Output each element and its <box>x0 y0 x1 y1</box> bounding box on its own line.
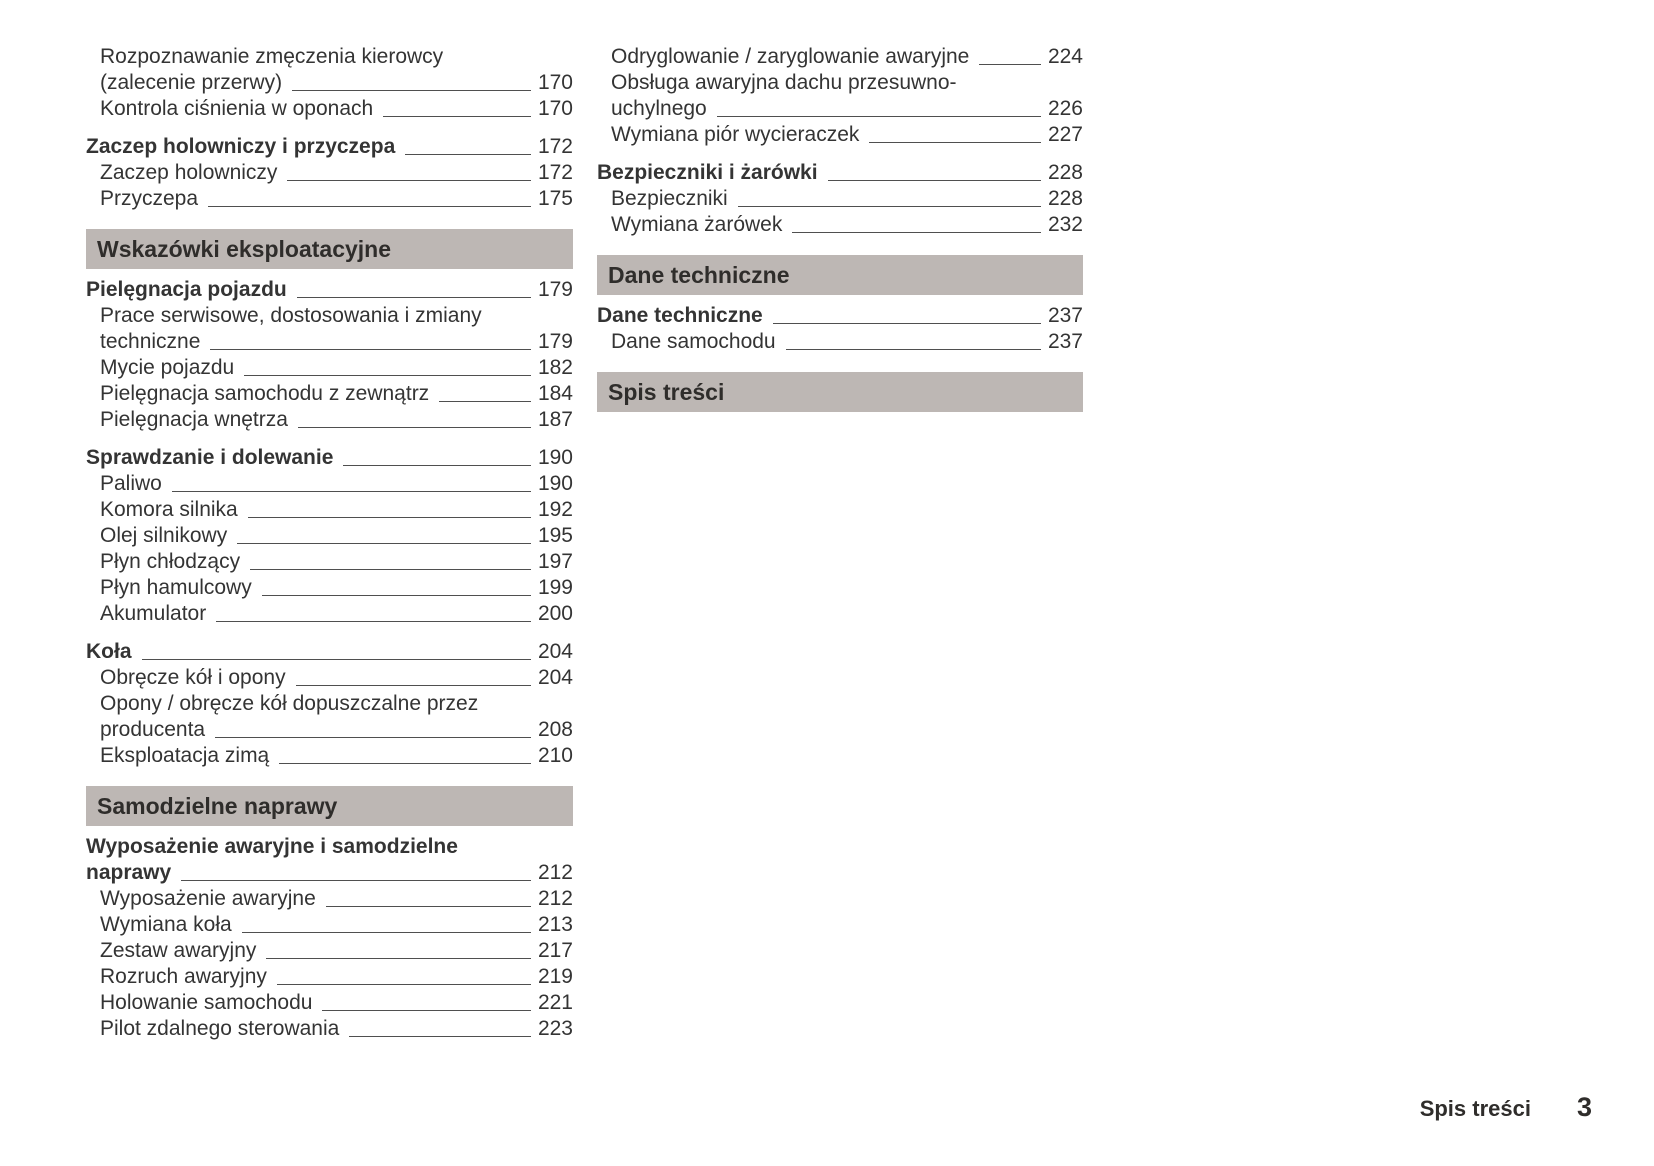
toc-entry-title: producenta <box>100 718 206 741</box>
toc-entry-title: Pielęgnacja pojazdu <box>86 278 287 301</box>
toc-entry-page-number: 195 <box>537 524 573 547</box>
leader-line <box>869 122 1041 143</box>
toc-entry-row <box>100 743 573 769</box>
toc-entry <box>597 44 1083 70</box>
toc-entry-title: Eksploatacja zimą <box>100 744 270 767</box>
toc-entry-row <box>100 549 573 575</box>
toc-entry-page-number: 190 <box>537 472 573 495</box>
toc-entry <box>86 938 573 964</box>
toc-entry-row <box>100 186 573 212</box>
toc-entry-page-number: 237 <box>1047 304 1083 327</box>
toc-entry-row <box>86 134 573 160</box>
leader-line <box>786 329 1041 350</box>
toc-entry-title: Obręcze kół i opony <box>100 666 286 689</box>
toc-entry-row <box>100 912 573 938</box>
toc-entry-row <box>611 122 1083 148</box>
toc-entry-title: Dane samochodu <box>611 330 776 353</box>
toc-entry-title: Paliwo <box>100 472 162 495</box>
toc-entry <box>597 122 1083 148</box>
leader-line <box>405 134 531 155</box>
toc-entry-title-line: Opony / obręcze kół dopuszczalne przez <box>100 692 479 715</box>
footer-section-label: Spis treści <box>1419 1096 1531 1121</box>
toc-entry-page-number: 187 <box>537 408 573 431</box>
toc-entry-page-number: 208 <box>537 718 573 741</box>
toc-entry-page-number: 212 <box>537 887 573 910</box>
leader-line <box>349 1016 531 1037</box>
section-header: Dane techniczne <box>597 255 1083 295</box>
toc-entry-row <box>611 329 1083 355</box>
toc-entry-row <box>86 445 573 471</box>
toc-entry <box>86 691 573 743</box>
toc-entry <box>86 639 573 665</box>
toc-entry-row <box>86 277 573 303</box>
leader-line <box>262 575 531 596</box>
toc-entry <box>86 497 573 523</box>
toc-entry-row <box>100 886 573 912</box>
toc-entry-title-line: Prace serwisowe, dostosowania i zmiany <box>100 304 482 327</box>
toc-entry-page-number: 232 <box>1047 213 1083 236</box>
toc-entry-page-number: 170 <box>537 97 573 120</box>
toc-entry-page-number: 204 <box>537 666 573 689</box>
toc-entry-title: Rozruch awaryjny <box>100 965 267 988</box>
leader-line <box>383 96 531 117</box>
toc-entry-title: Sprawdzanie i dolewanie <box>86 446 334 469</box>
toc-entry-title: Akumulator <box>100 602 207 625</box>
toc-entry-page-number: 197 <box>537 550 573 573</box>
leader-line <box>326 886 531 907</box>
leader-line <box>181 860 531 881</box>
page-footer <box>1420 1092 1592 1123</box>
toc-entry-title: Wymiana piór wycieraczek <box>611 123 860 146</box>
leader-line <box>210 329 531 350</box>
toc-entry-page-number: 228 <box>1047 161 1083 184</box>
leader-line <box>979 44 1041 65</box>
toc-entry-page-number: 226 <box>1047 97 1083 120</box>
toc-entry-title: Pilot zdalnego sterowania <box>100 1017 340 1040</box>
leader-line <box>266 938 531 959</box>
leader-line <box>215 717 531 738</box>
toc-entry-title: Płyn chłodzący <box>100 550 241 573</box>
toc-entry-title: Bezpieczniki i żarówki <box>597 161 818 184</box>
leader-line <box>287 160 531 181</box>
toc-entry-row <box>611 212 1083 238</box>
toc-entry-row <box>100 990 573 1016</box>
toc-entry <box>86 303 573 355</box>
leader-line <box>343 445 531 466</box>
leader-line <box>717 96 1041 117</box>
toc-entry <box>86 886 573 912</box>
toc-entry <box>86 549 573 575</box>
toc-entry-title: Bezpieczniki <box>611 187 728 210</box>
leader-line <box>277 964 531 985</box>
toc-column-right <box>597 44 1083 412</box>
toc-entry-row <box>100 70 573 96</box>
toc-entry-page-number: 221 <box>537 991 573 1014</box>
toc-entry-page-number: 223 <box>537 1017 573 1040</box>
leader-line <box>142 639 531 660</box>
toc-entry-row <box>611 96 1083 122</box>
toc-entry <box>86 575 573 601</box>
toc-entry-page-number: 212 <box>537 861 573 884</box>
leader-line <box>296 665 531 686</box>
toc-entry <box>86 355 573 381</box>
toc-entry-title: Holowanie samochodu <box>100 991 313 1014</box>
toc-entry-page-number: 228 <box>1047 187 1083 210</box>
toc-entry-page-number: 227 <box>1047 123 1083 146</box>
toc-entry-title: Płyn hamulcowy <box>100 576 252 599</box>
leader-line <box>828 160 1041 181</box>
toc-entry-page-number: 192 <box>537 498 573 521</box>
toc-entry-row <box>100 665 573 691</box>
toc-entry <box>86 523 573 549</box>
toc-entry-page-number: 199 <box>537 576 573 599</box>
toc-entry-page-number: 190 <box>537 446 573 469</box>
toc-entry-page-number: 213 <box>537 913 573 936</box>
toc-entry-row <box>100 1016 573 1042</box>
toc-entry-row <box>100 355 573 381</box>
toc-entry-row <box>100 497 573 523</box>
leader-line <box>322 990 530 1011</box>
leader-line <box>773 303 1041 324</box>
leader-line <box>237 523 531 544</box>
toc-entry <box>86 990 573 1016</box>
leader-line <box>244 355 531 376</box>
toc-entry-title: Koła <box>86 640 132 663</box>
toc-entry-title: Wymiana koła <box>100 913 232 936</box>
toc-entry-page-number: 172 <box>537 135 573 158</box>
toc-entry-title: Wymiana żarówek <box>611 213 783 236</box>
toc-entry <box>597 212 1083 238</box>
leader-line <box>250 549 531 570</box>
toc-entry <box>86 44 573 96</box>
toc-entry <box>597 186 1083 212</box>
toc-entry-row <box>86 860 573 886</box>
leader-line <box>292 70 531 91</box>
toc-entry <box>86 134 573 160</box>
toc-entry-row <box>100 601 573 627</box>
toc-entry-page-number: 184 <box>537 382 573 405</box>
leader-line <box>738 186 1041 207</box>
toc-entry-title: Odryglowanie / zaryglowanie awaryjne <box>611 45 970 68</box>
section-header: Samodzielne naprawy <box>86 786 573 826</box>
toc-entry-title: Olej silnikowy <box>100 524 228 547</box>
leader-line <box>439 381 531 402</box>
toc-entry-row <box>100 471 573 497</box>
toc-entry-title: uchylnego <box>611 97 707 120</box>
toc-entry-row <box>100 381 573 407</box>
toc-entry-page-number: 200 <box>537 602 573 625</box>
toc-entry <box>86 665 573 691</box>
toc-entry-title-line: Wyposażenie awaryjne i samodzielne <box>86 835 458 858</box>
toc-entry <box>597 329 1083 355</box>
toc-entry-row <box>611 186 1083 212</box>
section-header: Wskazówki eksploatacyjne <box>86 229 573 269</box>
toc-entry-title: Zaczep holowniczy i przyczepa <box>86 135 396 158</box>
toc-entry-page-number: 237 <box>1047 330 1083 353</box>
toc-entry-title: (zalecenie przerwy) <box>100 71 283 94</box>
leader-line <box>298 407 531 428</box>
toc-entry-row <box>597 303 1083 329</box>
section-header: Spis treści <box>597 372 1083 412</box>
toc-entry <box>86 743 573 769</box>
leader-line <box>216 601 531 622</box>
toc-entry <box>597 303 1083 329</box>
toc-entry-page-number: 175 <box>537 187 573 210</box>
toc-entry-title: Przyczepa <box>100 187 199 210</box>
toc-entry-page-number: 219 <box>537 965 573 988</box>
toc-entry-title-line: Rozpoznawanie zmęczenia kierowcy <box>100 45 444 68</box>
footer-page-number: 3 <box>1576 1092 1592 1122</box>
leader-line <box>208 186 531 207</box>
toc-entry <box>597 160 1083 186</box>
leader-line <box>792 212 1041 233</box>
toc-entry-title: techniczne <box>100 330 201 353</box>
toc-column-left <box>86 44 573 1042</box>
toc-entry-page-number: 210 <box>537 744 573 767</box>
toc-entry-title: Pielęgnacja samochodu z zewnątrz <box>100 382 430 405</box>
toc-entry-row <box>100 523 573 549</box>
toc-entry-page-number: 204 <box>537 640 573 663</box>
toc-entry-page-number: 170 <box>537 71 573 94</box>
leader-line <box>172 471 531 492</box>
toc-entry-page-number: 172 <box>537 161 573 184</box>
toc-entry <box>86 834 573 886</box>
toc-entry-title: Wyposażenie awaryjne <box>100 887 316 910</box>
toc-entry <box>86 381 573 407</box>
toc-entry <box>86 186 573 212</box>
toc-entry-title: Zaczep holowniczy <box>100 161 278 184</box>
toc-entry-title-line: Obsługa awaryjna dachu przesuwno- <box>611 71 957 94</box>
toc-entry-row <box>611 44 1083 70</box>
toc-entry-page-number: 182 <box>537 356 573 379</box>
toc-entry <box>86 471 573 497</box>
leader-line <box>242 912 531 933</box>
toc-entry-row <box>100 938 573 964</box>
toc-entry <box>597 70 1083 122</box>
toc-entry-page-number: 179 <box>537 278 573 301</box>
leader-line <box>297 277 531 298</box>
toc-entry-title: Mycie pojazdu <box>100 356 235 379</box>
toc-entry-row <box>100 575 573 601</box>
toc-entry-row <box>100 329 573 355</box>
toc-entry <box>86 96 573 122</box>
toc-entry-page-number: 179 <box>537 330 573 353</box>
toc-entry-row <box>86 639 573 665</box>
leader-line <box>279 743 531 764</box>
toc-entry-row <box>597 160 1083 186</box>
toc-entry <box>86 160 573 186</box>
toc-entry-title: Pielęgnacja wnętrza <box>100 408 288 431</box>
toc-entry-title: Dane techniczne <box>597 304 763 327</box>
toc-entry <box>86 445 573 471</box>
toc-entry <box>86 912 573 938</box>
toc-entry-row <box>100 407 573 433</box>
toc-entry-row <box>100 964 573 990</box>
toc-entry <box>86 407 573 433</box>
toc-entry-row <box>100 160 573 186</box>
toc-entry-row <box>100 717 573 743</box>
toc-entry <box>86 601 573 627</box>
toc-entry-title: naprawy <box>86 861 172 884</box>
toc-entry <box>86 277 573 303</box>
toc-entry-page-number: 224 <box>1047 45 1083 68</box>
toc-entry-title: Zestaw awaryjny <box>100 939 257 962</box>
toc-entry-title: Komora silnika <box>100 498 238 521</box>
toc-entry-page-number: 217 <box>537 939 573 962</box>
toc-entry <box>86 1016 573 1042</box>
toc-entry-row <box>100 96 573 122</box>
toc-entry <box>86 964 573 990</box>
leader-line <box>248 497 531 518</box>
toc-entry-title: Kontrola ciśnienia w oponach <box>100 97 374 120</box>
